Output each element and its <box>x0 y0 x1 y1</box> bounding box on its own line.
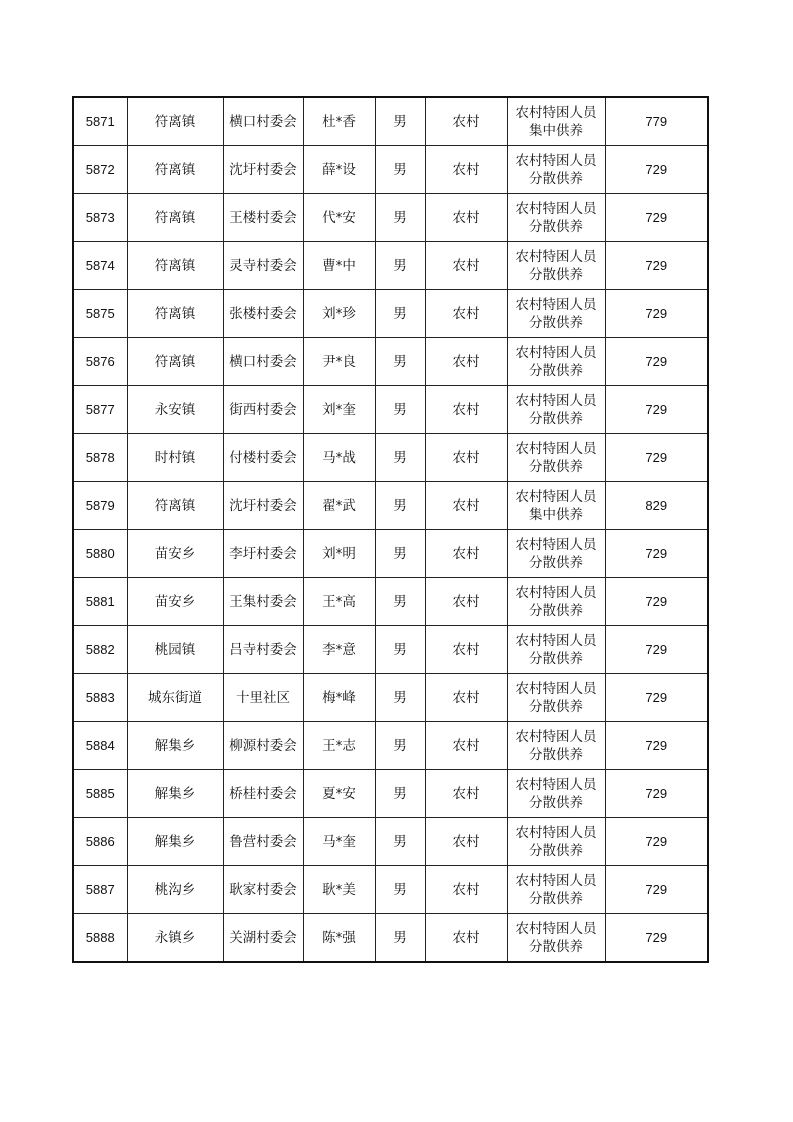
name-cell: 刘*明 <box>303 530 375 578</box>
table-row <box>73 914 708 963</box>
gender-cell: 男 <box>375 914 425 963</box>
table-row <box>73 482 708 530</box>
category-cell: 农村特困人员分散供养 <box>507 146 605 194</box>
town-cell: 苗安乡 <box>127 578 223 626</box>
area-cell: 农村 <box>425 818 507 866</box>
name-cell: 梅*峰 <box>303 674 375 722</box>
record-number: 5876 <box>73 338 127 386</box>
gender-cell: 男 <box>375 434 425 482</box>
table-row <box>73 386 708 434</box>
amount-cell: 729 <box>605 194 708 242</box>
relief-roster-table <box>72 96 709 963</box>
amount-cell: 729 <box>605 386 708 434</box>
gender-cell: 男 <box>375 482 425 530</box>
gender-cell: 男 <box>375 578 425 626</box>
name-cell: 陈*强 <box>303 914 375 963</box>
record-number: 5882 <box>73 626 127 674</box>
table-row <box>73 674 708 722</box>
amount-cell: 729 <box>605 722 708 770</box>
category-cell: 农村特困人员分散供养 <box>507 626 605 674</box>
table-row <box>73 194 708 242</box>
category-cell: 农村特困人员分散供养 <box>507 434 605 482</box>
gender-cell: 男 <box>375 866 425 914</box>
town-cell: 永安镇 <box>127 386 223 434</box>
amount-cell: 729 <box>605 866 708 914</box>
table-row <box>73 530 708 578</box>
table-row <box>73 290 708 338</box>
gender-cell: 男 <box>375 97 425 146</box>
area-cell: 农村 <box>425 626 507 674</box>
town-cell: 符离镇 <box>127 482 223 530</box>
category-cell: 农村特困人员分散供养 <box>507 338 605 386</box>
record-number: 5874 <box>73 242 127 290</box>
amount-cell: 729 <box>605 626 708 674</box>
name-cell: 李*意 <box>303 626 375 674</box>
amount-cell: 729 <box>605 338 708 386</box>
record-number: 5886 <box>73 818 127 866</box>
village-cell: 横口村委会 <box>223 338 303 386</box>
amount-cell: 779 <box>605 97 708 146</box>
amount-cell: 729 <box>605 818 708 866</box>
category-cell: 农村特困人员集中供养 <box>507 482 605 530</box>
town-cell: 符离镇 <box>127 338 223 386</box>
village-cell: 横口村委会 <box>223 97 303 146</box>
category-cell: 农村特困人员集中供养 <box>507 97 605 146</box>
gender-cell: 男 <box>375 722 425 770</box>
town-cell: 苗安乡 <box>127 530 223 578</box>
town-cell: 城东街道 <box>127 674 223 722</box>
town-cell: 解集乡 <box>127 722 223 770</box>
village-cell: 柳源村委会 <box>223 722 303 770</box>
amount-cell: 729 <box>605 770 708 818</box>
table-row <box>73 770 708 818</box>
gender-cell: 男 <box>375 626 425 674</box>
village-cell: 街西村委会 <box>223 386 303 434</box>
table-row <box>73 626 708 674</box>
village-cell: 沈圩村委会 <box>223 146 303 194</box>
village-cell: 鲁营村委会 <box>223 818 303 866</box>
name-cell: 马*奎 <box>303 818 375 866</box>
name-cell: 薛*设 <box>303 146 375 194</box>
table-row <box>73 434 708 482</box>
area-cell: 农村 <box>425 866 507 914</box>
record-number: 5878 <box>73 434 127 482</box>
village-cell: 吕寺村委会 <box>223 626 303 674</box>
record-number: 5883 <box>73 674 127 722</box>
table-row <box>73 818 708 866</box>
area-cell: 农村 <box>425 722 507 770</box>
town-cell: 符离镇 <box>127 290 223 338</box>
area-cell: 农村 <box>425 674 507 722</box>
table-row <box>73 146 708 194</box>
record-number: 5879 <box>73 482 127 530</box>
category-cell: 农村特困人员分散供养 <box>507 722 605 770</box>
area-cell: 农村 <box>425 146 507 194</box>
amount-cell: 729 <box>605 914 708 963</box>
record-number: 5887 <box>73 866 127 914</box>
area-cell: 农村 <box>425 242 507 290</box>
category-cell: 农村特困人员分散供养 <box>507 290 605 338</box>
village-cell: 灵寺村委会 <box>223 242 303 290</box>
amount-cell: 729 <box>605 146 708 194</box>
category-cell: 农村特困人员分散供养 <box>507 674 605 722</box>
gender-cell: 男 <box>375 818 425 866</box>
amount-cell: 729 <box>605 290 708 338</box>
category-cell: 农村特困人员分散供养 <box>507 866 605 914</box>
table-body <box>73 97 708 962</box>
area-cell: 农村 <box>425 914 507 963</box>
village-cell: 张楼村委会 <box>223 290 303 338</box>
record-number: 5880 <box>73 530 127 578</box>
record-number: 5873 <box>73 194 127 242</box>
gender-cell: 男 <box>375 386 425 434</box>
town-cell: 解集乡 <box>127 818 223 866</box>
record-number: 5872 <box>73 146 127 194</box>
name-cell: 马*战 <box>303 434 375 482</box>
table-row <box>73 578 708 626</box>
amount-cell: 729 <box>605 674 708 722</box>
village-cell: 王楼村委会 <box>223 194 303 242</box>
town-cell: 解集乡 <box>127 770 223 818</box>
record-number: 5877 <box>73 386 127 434</box>
area-cell: 农村 <box>425 386 507 434</box>
name-cell: 代*安 <box>303 194 375 242</box>
category-cell: 农村特困人员分散供养 <box>507 242 605 290</box>
name-cell: 刘*珍 <box>303 290 375 338</box>
table-row <box>73 338 708 386</box>
town-cell: 时村镇 <box>127 434 223 482</box>
gender-cell: 男 <box>375 770 425 818</box>
village-cell: 王集村委会 <box>223 578 303 626</box>
table-row <box>73 866 708 914</box>
village-cell: 付楼村委会 <box>223 434 303 482</box>
category-cell: 农村特困人员分散供养 <box>507 578 605 626</box>
name-cell: 耿*美 <box>303 866 375 914</box>
record-number: 5875 <box>73 290 127 338</box>
gender-cell: 男 <box>375 146 425 194</box>
area-cell: 农村 <box>425 97 507 146</box>
village-cell: 十里社区 <box>223 674 303 722</box>
gender-cell: 男 <box>375 674 425 722</box>
name-cell: 王*高 <box>303 578 375 626</box>
category-cell: 农村特困人员分散供养 <box>507 914 605 963</box>
area-cell: 农村 <box>425 482 507 530</box>
name-cell: 刘*奎 <box>303 386 375 434</box>
amount-cell: 829 <box>605 482 708 530</box>
record-number: 5881 <box>73 578 127 626</box>
name-cell: 尹*良 <box>303 338 375 386</box>
amount-cell: 729 <box>605 530 708 578</box>
record-number: 5888 <box>73 914 127 963</box>
category-cell: 农村特困人员分散供养 <box>507 386 605 434</box>
town-cell: 符离镇 <box>127 242 223 290</box>
area-cell: 农村 <box>425 578 507 626</box>
category-cell: 农村特困人员分散供养 <box>507 194 605 242</box>
town-cell: 符离镇 <box>127 97 223 146</box>
area-cell: 农村 <box>425 434 507 482</box>
table-row <box>73 722 708 770</box>
amount-cell: 729 <box>605 578 708 626</box>
record-number: 5871 <box>73 97 127 146</box>
area-cell: 农村 <box>425 338 507 386</box>
gender-cell: 男 <box>375 242 425 290</box>
town-cell: 桃沟乡 <box>127 866 223 914</box>
name-cell: 杜*香 <box>303 97 375 146</box>
gender-cell: 男 <box>375 338 425 386</box>
category-cell: 农村特困人员分散供养 <box>507 530 605 578</box>
category-cell: 农村特困人员分散供养 <box>507 818 605 866</box>
name-cell: 王*志 <box>303 722 375 770</box>
record-number: 5885 <box>73 770 127 818</box>
gender-cell: 男 <box>375 530 425 578</box>
amount-cell: 729 <box>605 434 708 482</box>
area-cell: 农村 <box>425 770 507 818</box>
town-cell: 符离镇 <box>127 146 223 194</box>
village-cell: 沈圩村委会 <box>223 482 303 530</box>
village-cell: 李圩村委会 <box>223 530 303 578</box>
town-cell: 永镇乡 <box>127 914 223 963</box>
name-cell: 曹*中 <box>303 242 375 290</box>
name-cell: 翟*武 <box>303 482 375 530</box>
name-cell: 夏*安 <box>303 770 375 818</box>
village-cell: 桥桂村委会 <box>223 770 303 818</box>
village-cell: 耿家村委会 <box>223 866 303 914</box>
category-cell: 农村特困人员分散供养 <box>507 770 605 818</box>
table-row <box>73 97 708 146</box>
gender-cell: 男 <box>375 194 425 242</box>
area-cell: 农村 <box>425 194 507 242</box>
record-number: 5884 <box>73 722 127 770</box>
town-cell: 桃园镇 <box>127 626 223 674</box>
village-cell: 关湖村委会 <box>223 914 303 963</box>
gender-cell: 男 <box>375 290 425 338</box>
area-cell: 农村 <box>425 530 507 578</box>
amount-cell: 729 <box>605 242 708 290</box>
area-cell: 农村 <box>425 290 507 338</box>
town-cell: 符离镇 <box>127 194 223 242</box>
table-row <box>73 242 708 290</box>
